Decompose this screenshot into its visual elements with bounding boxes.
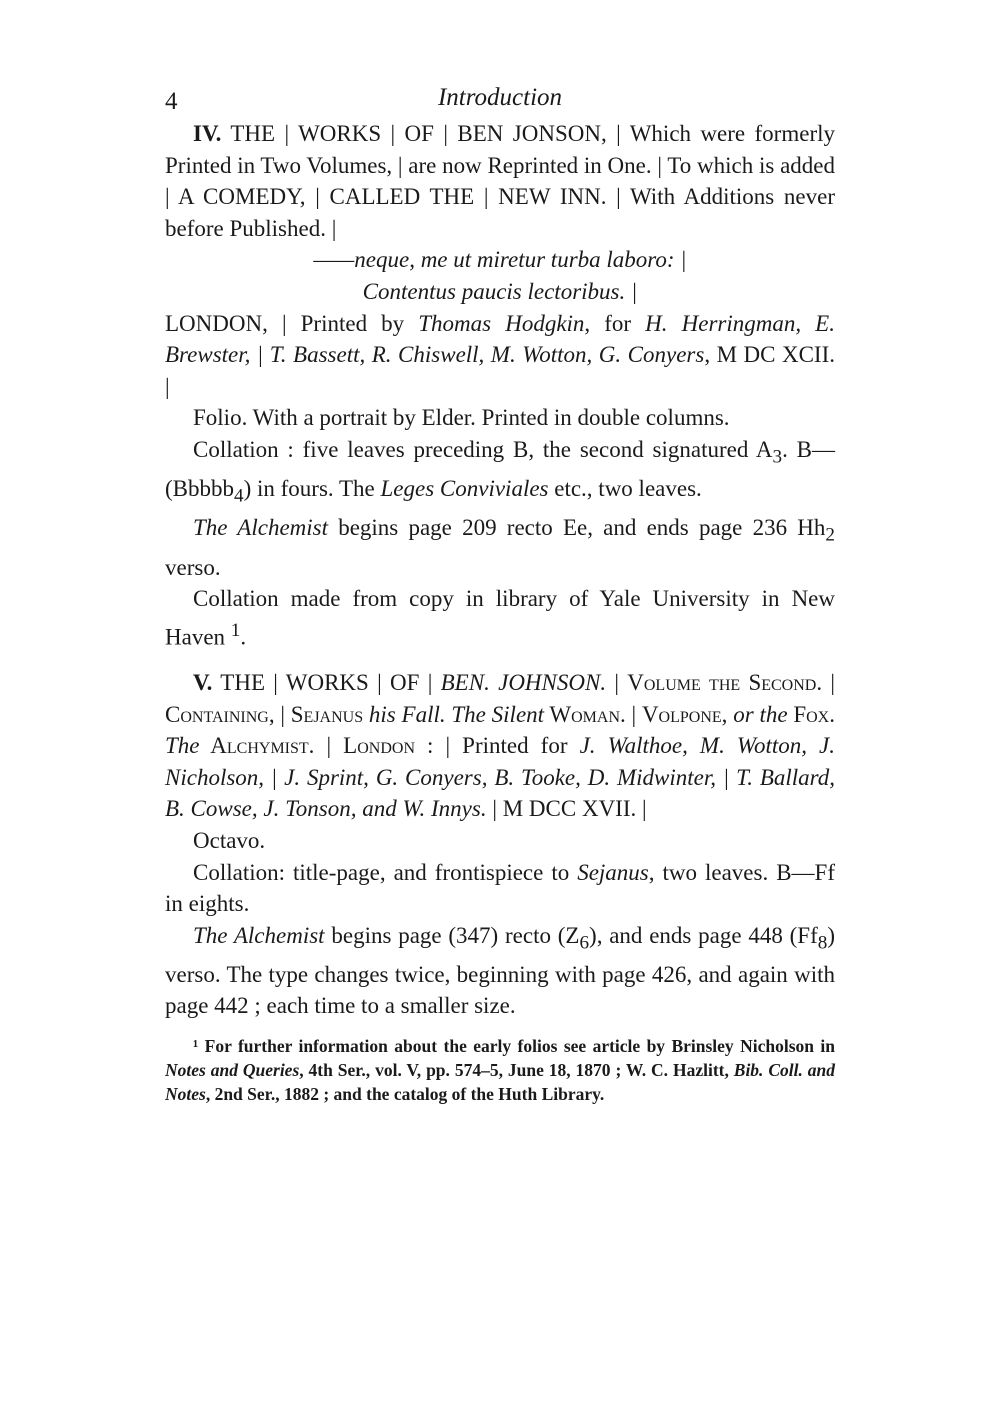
alchemist-text: ) verso. The type changes twice, beginning with page 426, and again with page 442 ; each time to a smaller size. — [165, 922, 835, 1019]
title-part: | Printed for — [433, 733, 580, 759]
entry-iv-title — [165, 118, 835, 244]
title-part: Containing, — [165, 701, 275, 727]
entry-iv-source — [165, 583, 835, 653]
entry-v-title — [165, 667, 835, 825]
footnote-title: Notes and Queries — [165, 1060, 300, 1081]
entry-iv-number: IV. — [193, 121, 222, 146]
collation-part: Collation : five leaves preceding B, the second signatured A — [193, 436, 773, 462]
title-part: BEN. JOHNSON. — [440, 669, 607, 695]
title-part: Volume the Second. — [627, 669, 823, 695]
title-part: | — [625, 701, 642, 727]
page — [165, 84, 835, 1106]
imprint-booksellers: H. Herringman, E. Brewster, | T. Bassett, R. Chiswell, M. Wotton, G. Conyers — [165, 310, 835, 368]
collation-part: etc., two leaves. — [548, 476, 702, 502]
motto-line-2: Contentus paucis lectoribus. | — [362, 278, 638, 304]
alchemist-text: begins page (347) recto (Z — [324, 922, 580, 948]
footnote-title: Bib. Coll. and Notes — [165, 1060, 835, 1105]
footnote-text: ¹ For further information about the early folios see article by Brinsley Nicholson in — [193, 1036, 835, 1057]
page-header — [165, 84, 835, 118]
title-part: Fox. — [787, 701, 835, 727]
running-head: Introduction — [437, 84, 563, 111]
signature-subscript: 2 — [825, 524, 835, 546]
entry-iv-collation — [165, 434, 835, 512]
title-part: Woman. — [544, 701, 626, 727]
entry-v-alchemist — [165, 920, 835, 1022]
collation-part: , two leaves. B—Ff in eights. — [165, 859, 835, 917]
alchemist-title: The Alchemist — [193, 515, 328, 541]
entry-iv-title-text: THE | WORKS | OF | BEN JONSON, | Which were formerly Printed in Two Volumes, | are now Reprinted in One. | To which is added | A COMEDY, | CALLED THE | NEW INN. | With Additions never before Published. | — [165, 121, 835, 241]
entry-v-number: V. — [193, 669, 213, 695]
entry-iv-alchemist — [165, 512, 835, 583]
entry-v-format: Octavo. — [193, 827, 266, 853]
source-text: Collation made from copy in library of Yale University in New Haven — [165, 586, 835, 650]
alchemist-text: verso. — [165, 554, 221, 580]
footnote-marker: 1 — [230, 619, 241, 641]
collation-part: . B—(Bbbbb — [165, 436, 836, 502]
entry-iv-format: Folio. With a portrait by Elder. Printed in double columns. — [193, 405, 730, 431]
imprint-part: LONDON, | Printed by — [165, 310, 419, 336]
entry-v-collation — [165, 857, 835, 920]
title-part: | — [274, 701, 291, 727]
alchemist-title: The Alchemist — [193, 922, 325, 948]
imprint-printer: Thomas Hodgkin — [418, 310, 585, 336]
title-part: Sejanus — [290, 701, 364, 727]
imprint-part: , for — [584, 310, 646, 336]
page-number: 4 — [165, 88, 178, 115]
title-part: | M DCC XVII. | — [486, 796, 647, 822]
title-part: | — [606, 669, 628, 695]
title-part: Volpone, — [641, 701, 728, 727]
motto-line-1: ——neque, me ut miretur turba laboro: | — [313, 247, 687, 273]
title-part: The — [165, 733, 200, 759]
collation-title: Leges Conviviales — [380, 476, 549, 502]
signature-subscript: 3 — [772, 446, 783, 468]
title-part: Alchymist. — [199, 733, 315, 759]
alchemist-text: begins page 209 recto Ee, and ends page 236 Hh — [328, 515, 826, 541]
footnote-text: , 2nd Ser., 1882 ; and the catalog of the Huth Library. — [205, 1084, 605, 1105]
collation-part: ) in fours. The — [243, 476, 381, 502]
signature-subscript: 6 — [579, 932, 590, 954]
title-part: | — [314, 733, 344, 759]
title-part: J. Walthoe, M. Wotton, J. Nicholson, | J. Sprint, G. Conyers, B. Tooke, D. Midwinter, | T. Ballard, B. Cowse, J. Tonson, and W. Innys. — [165, 733, 835, 822]
title-part: his Fall. The Silent — [363, 701, 545, 727]
signature-subscript: 4 — [234, 485, 244, 507]
footnote — [165, 1034, 835, 1106]
entry-iv-imprint — [165, 308, 835, 403]
footnote-text: , 4th Ser., vol. V, pp. 574–5, June 18, 1870 ; W. C. Hazlitt, — [299, 1060, 734, 1081]
signature-subscript: 8 — [817, 932, 828, 954]
title-part: | — [822, 669, 835, 695]
collation-part: Collation: title-page, and frontispiece to — [193, 859, 578, 885]
alchemist-text: ), and ends page 448 (Ff — [589, 922, 818, 948]
source-text: . — [240, 624, 247, 650]
collation-title: Sejanus — [577, 859, 649, 885]
imprint-date: , M DC XCII. | — [165, 342, 836, 399]
title-part: THE | WORKS | OF | — [220, 669, 441, 695]
title-part: London : — [343, 733, 434, 759]
title-part: or the — [727, 701, 788, 727]
